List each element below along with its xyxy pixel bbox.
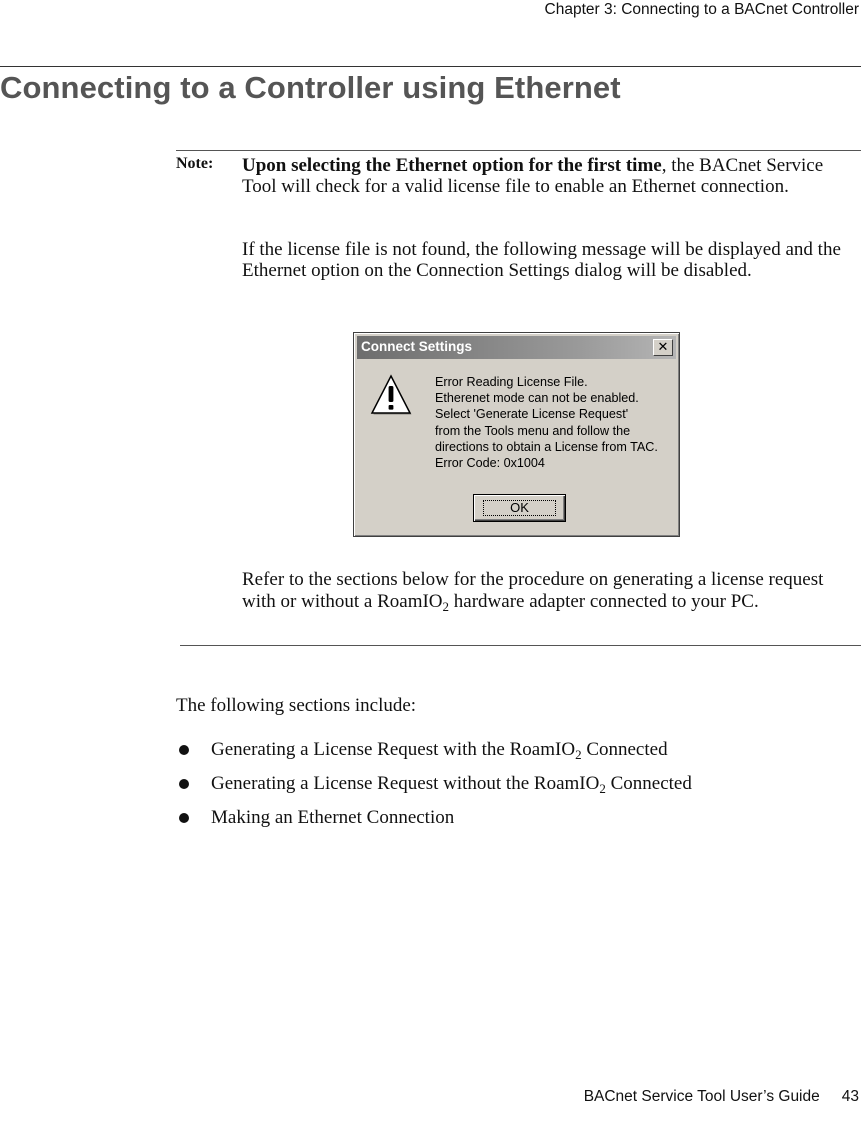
section-title: Connecting to a Controller using Ethernet: [0, 70, 621, 105]
header-rule: [0, 66, 861, 67]
page-number: 43: [841, 1088, 859, 1105]
note-paragraph-1: [242, 155, 854, 197]
subscript: 2: [599, 781, 606, 796]
note-top-rule: [176, 150, 861, 151]
note-paragraph-3-text-end: hardware adapter connected to your PC.: [449, 591, 759, 612]
dialog-message-line: Error Reading License File.: [435, 375, 588, 389]
dialog-message-line: directions to obtain a License from TAC.: [435, 439, 658, 454]
subscript: 2: [575, 747, 582, 762]
sections-intro: The following sections include:: [176, 695, 417, 716]
connect-settings-dialog: [353, 332, 680, 537]
note-bottom-rule: [180, 645, 861, 646]
close-icon[interactable]: ✕: [653, 339, 673, 356]
list-item-text-end: Connected: [605, 773, 692, 794]
dialog-message-line: Select 'Generate License Request': [435, 407, 629, 422]
list-item-text: Generating a License Request without the RoamIO: [211, 773, 600, 794]
note-emphasis: Upon selecting the Ethernet option for the first time: [242, 155, 662, 176]
dialog-message-line: from the Tools menu and follow the: [435, 423, 631, 438]
dialog-message-line: Error Code: 0x1004: [435, 456, 545, 471]
note-paragraph-2: If the license file is not found, the following message will be displayed and the Ethernet option on the Connection Settings dialog will be disabled.: [242, 239, 841, 281]
list-item-text: Generating a License Request with the RoamIO: [211, 739, 576, 760]
dialog-message-line: Etherenet mode can not be enabled.: [435, 391, 639, 406]
guide-title: BACnet Service Tool User’s Guide: [583, 1088, 820, 1105]
bullet-icon: [179, 745, 189, 755]
list-item-text-end: Connected: [581, 739, 668, 760]
subscript: 2: [442, 599, 450, 614]
note-paragraph-1-text: , the BACnet Service Tool will check for a valid license file to enable an Ethernet connection.: [242, 155, 824, 197]
bullet-icon: [179, 779, 189, 789]
page-footer: [584, 1088, 859, 1106]
bullet-icon: [179, 813, 189, 823]
dialog-titlebar: [357, 336, 676, 359]
note-paragraph-3: [242, 569, 854, 613]
note-paragraph-3-text: Refer to the sections below for the procedure on generating a license request with or without a RoamIO: [242, 569, 824, 612]
running-head: Chapter 3: Connecting to a BACnet Controller: [544, 1, 859, 18]
ok-button[interactable]: [473, 494, 566, 522]
warning-icon: [370, 374, 412, 416]
ok-button-label: OK: [483, 500, 556, 516]
note-label: Note:: [176, 155, 214, 172]
dialog-title: Connect Settings: [361, 339, 473, 354]
list-item-text: Making an Ethernet Connection: [211, 807, 455, 828]
dialog-message: [435, 374, 675, 471]
